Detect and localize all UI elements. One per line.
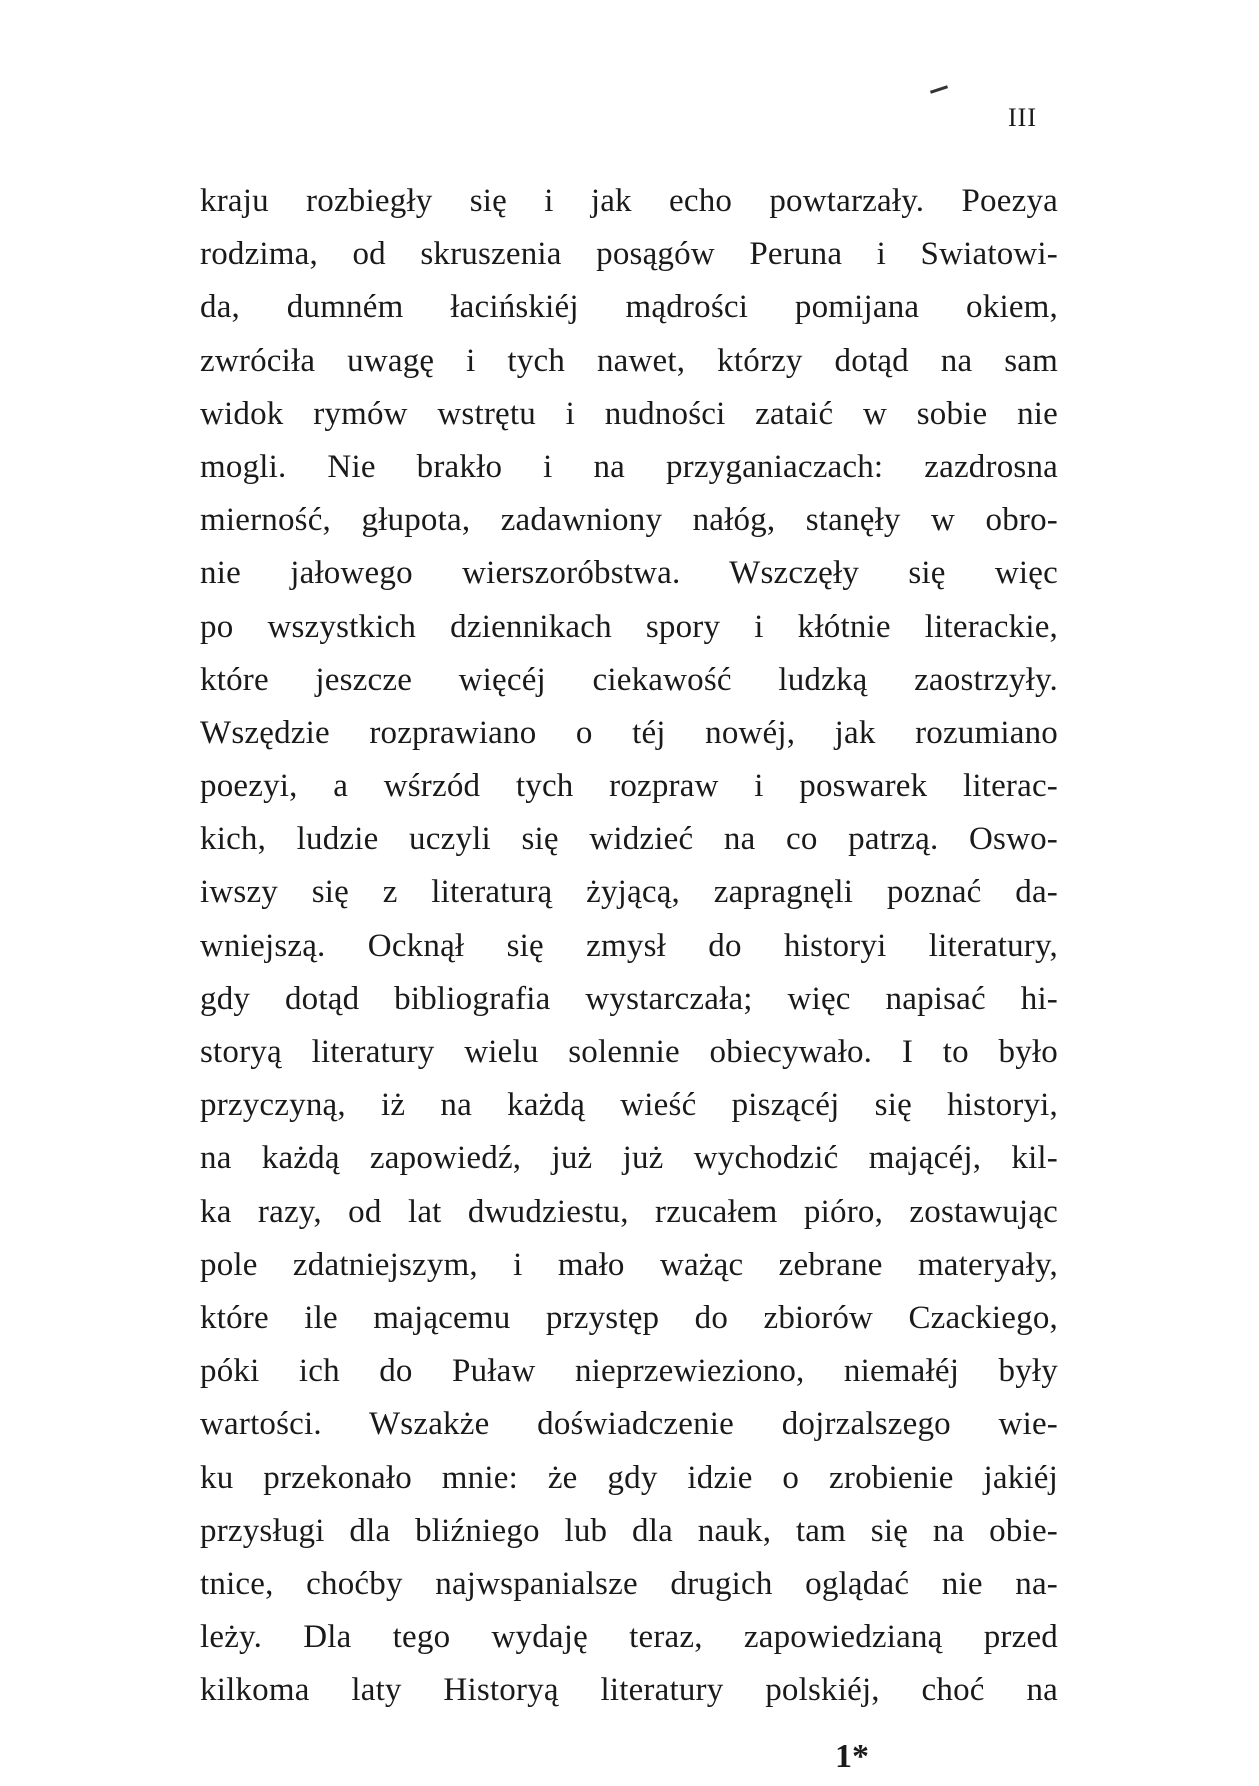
text-line: kich, ludzie uczyli się widzieć na co patrzą. Oswo- bbox=[200, 821, 1058, 858]
text-line: storyą literatury wielu solennie obiecywało. I to było bbox=[200, 1034, 1058, 1070]
text-line: ku przekonało mnie: że gdy idzie o zrobienie jakiéj bbox=[200, 1459, 1058, 1496]
text-line: leży. Dla tego wydaję teraz, zapowiedzianą przed bbox=[200, 1619, 1058, 1656]
text-line: które ile mającemu przystęp do zbiorów Czackiego, bbox=[200, 1299, 1058, 1336]
text-line: ka razy, od lat dwudziestu, rzucałem pióro, zostawując bbox=[200, 1193, 1058, 1230]
text-line: gdy dotąd bibliografia wystarczała; więc napisać hi- bbox=[200, 980, 1058, 1017]
text-line: iwszy się z literaturą żyjącą, zapragnęli poznać da- bbox=[200, 874, 1058, 911]
text-line: wniejszą. Ocknął się zmysł do historyi literatury, bbox=[200, 927, 1058, 964]
text-line: przysługi dla bliźniego lub dla nauk, tam się na obie- bbox=[200, 1512, 1058, 1549]
text-line: Wszędzie rozprawiano o téj nowéj, jak rozumiano bbox=[200, 714, 1058, 751]
text-line: które jeszcze więcéj ciekawość ludzką zaostrzyły. bbox=[200, 661, 1058, 698]
text-line: przyczyną, iż na każdą wieść piszącéj się historyi, bbox=[200, 1087, 1058, 1124]
text-line: wartości. Wszakże doświadczenie dojrzalszego wie- bbox=[200, 1406, 1058, 1443]
text-line: nie jałowego wierszoróbstwa. Wszczęły się więc bbox=[200, 555, 1058, 592]
ink-mark bbox=[930, 85, 948, 93]
text-line: da, dumném łacińskiéj mądrości pomijana okiem, bbox=[200, 289, 1058, 326]
text-line: tnice, choćby najwspanialsze drugich oglądać nie na- bbox=[200, 1565, 1058, 1602]
text-line: kraju rozbiegły się i jak echo powtarzały. Poezya bbox=[200, 183, 1058, 219]
text-line: mierność, głupota, zadawniony nałóg, stanęły w obro- bbox=[200, 502, 1058, 539]
text-line: na każdą zapowiedź, już już wychodzić mającéj, kil- bbox=[200, 1140, 1058, 1177]
text-line: póki ich do Puław nieprzewieziono, niemałéj były bbox=[200, 1353, 1058, 1390]
text-line: mogli. Nie brakło i na przyganiaczach: zazdrosna bbox=[200, 448, 1058, 485]
text-line: kilkoma laty Historyą literatury polskiéj, choć na bbox=[200, 1672, 1058, 1709]
page-number: III bbox=[1008, 103, 1037, 132]
text-line: poezyi, a wśrzód tych rozpraw i poswarek literac- bbox=[200, 768, 1058, 805]
printer-signature: 1* bbox=[835, 1738, 869, 1775]
text-line: widok rymów wstrętu i nudności zataić w sobie nie bbox=[200, 395, 1058, 432]
text-line: pole zdatniejszym, i mało ważąc zebrane materyały, bbox=[200, 1246, 1058, 1283]
body-text bbox=[200, 175, 1058, 1717]
text-line: zwróciła uwagę i tych nawet, którzy dotąd na sam bbox=[200, 342, 1058, 379]
text-line: rodzima, od skruszenia posągów Peruna i Swiatowi- bbox=[200, 236, 1058, 273]
text-line: po wszystkich dziennikach spory i kłótnie literackie, bbox=[200, 608, 1058, 645]
